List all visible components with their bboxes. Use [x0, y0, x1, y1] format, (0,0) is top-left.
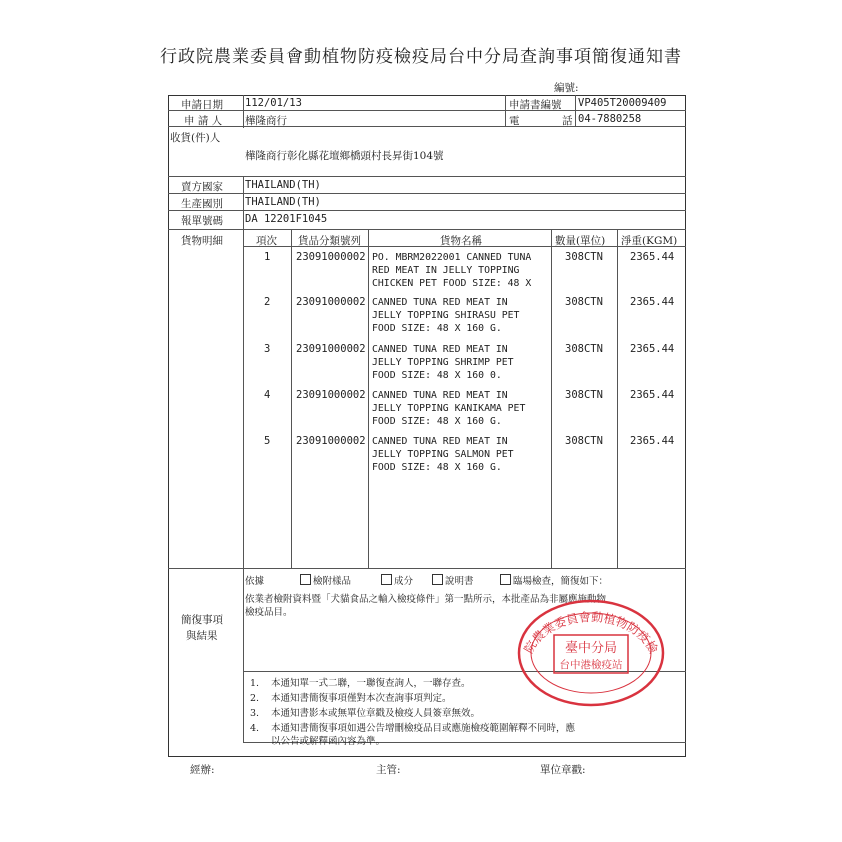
row-hs-code: 23091000002 [296, 435, 366, 447]
row-goods-name: CANNED TUNA RED MEAT IN JELLY TOPPING SHIRASU PET FOOD SIZE: 48 X 160 G. [372, 297, 520, 334]
row-hs-code: 23091000002 [296, 389, 366, 401]
checkbox-icon [381, 574, 392, 585]
option-onsite-label: 臨場檢查，簡復如下： [513, 576, 609, 587]
origin-country-label: 生產國別 [181, 198, 223, 210]
row-item-no: 4 [264, 389, 271, 401]
application-number-label: 申請書編號 [509, 99, 562, 111]
declaration-number-value: DA 12201F1045 [245, 213, 328, 225]
reply-section-label: 簡復事項 [181, 614, 223, 626]
row-item-no: 2 [264, 296, 271, 308]
option-ingredients-label: 成分 [394, 576, 414, 587]
row-item-no: 3 [264, 343, 271, 355]
row-net-weight: 2365.44 [630, 343, 675, 355]
option-sample-label: 檢附樣品 [313, 576, 352, 587]
row-goods-name: CANNED TUNA RED MEAT IN JELLY TOPPING KANIKAMA PET FOOD SIZE: 48 X 160 G. [372, 390, 526, 427]
col-header-hs-code: 貨品分類號列 [298, 235, 361, 247]
note-text: 本通知書簡復事項僅對本次查詢事項判定。 [271, 693, 452, 704]
row-hs-code: 23091000002 [296, 296, 366, 308]
option-ingredients [381, 573, 413, 587]
option-manual [432, 573, 474, 587]
seller-country-value: THAILAND(TH) [245, 179, 321, 191]
applicant-value: 樺隆商行 [245, 115, 287, 127]
option-sample [300, 573, 351, 587]
document-title: 行政院農業委員會動植物防疫檢疫局台中分局查詢事項簡復通知書 [160, 47, 682, 67]
row-net-weight: 2365.44 [630, 389, 675, 401]
row-quantity: 308CTN [565, 343, 603, 355]
note-text: 本通知單一式二聯，一聯復查詢人，一聯存查。 [271, 678, 471, 689]
col-header-quantity: 數量(單位) [555, 235, 606, 247]
seal-inner-text-1: 臺中分局 [564, 641, 618, 656]
applicant-label: 申 請 人 [184, 115, 223, 127]
row-goods-name: CANNED TUNA RED MEAT IN JELLY TOPPING SHRIMP PET FOOD SIZE: 48 X 160 0. [372, 344, 514, 381]
row-hs-code: 23091000002 [296, 251, 366, 263]
consignee-label: 收貨(件)人 [170, 132, 221, 144]
row-item-no: 5 [264, 435, 271, 447]
checkbox-icon [432, 574, 443, 585]
phone-value: 04-7880258 [578, 113, 642, 125]
supervisor-signature-label: 主管: [376, 764, 401, 776]
official-seal-stamp [516, 597, 666, 709]
row-goods-name: PO. MBRM2022001 CANNED TUNA RED MEAT IN JELLY TOPPING CHICKEN PET FOOD SIZE: 48 X [372, 252, 532, 289]
seal-outer-text: 院農業委員會動植物防疫檢 [521, 610, 661, 656]
apply-date-value: 112/01/13 [245, 97, 302, 109]
note-text: 本通知書簡復事項如遇公告增刪檢疫品目或應施檢疫範圍解釋不同時，應 以公告或解釋函內容為準。 [271, 723, 576, 747]
col-header-item-no: 項次 [256, 235, 277, 247]
option-manual-label: 說明書 [445, 576, 474, 587]
phone-label-suffix: 話 [562, 115, 573, 127]
row-item-no: 1 [264, 251, 271, 263]
declaration-number-label: 報單號碼 [181, 215, 223, 227]
seal-graphic [516, 597, 666, 709]
seller-country-label: 賣方國家 [181, 181, 223, 193]
row-quantity: 308CTN [565, 296, 603, 308]
checkbox-icon [300, 574, 311, 585]
serial-number-label: 編號: [554, 82, 579, 94]
basis-label: 依據 [245, 576, 265, 587]
checkbox-icon [500, 574, 511, 585]
application-number-value: VP405T20009409 [578, 97, 667, 109]
row-hs-code: 23091000002 [296, 343, 366, 355]
note-number: 2. [250, 693, 260, 704]
col-header-goods-name: 貨物名稱 [440, 235, 482, 247]
row-net-weight: 2365.44 [630, 435, 675, 447]
row-quantity: 308CTN [565, 435, 603, 447]
row-quantity: 308CTN [565, 251, 603, 263]
note-text: 本通知書影本或無單位章戳及檢疫人員簽章無效。 [271, 708, 481, 719]
consignee-value: 樺隆商行彰化縣花壇鄉橋頭村長昇街104號 [245, 150, 444, 162]
seal-inner-text-2: 台中港檢疫站 [559, 659, 623, 671]
unit-seal-label: 單位章戳: [540, 764, 586, 776]
origin-country-value: THAILAND(TH) [245, 196, 321, 208]
goods-section-label: 貨物明細 [181, 235, 223, 247]
handler-signature-label: 經辦: [190, 764, 215, 776]
result-text-line-2: 檢疫品目。 [245, 607, 293, 618]
col-header-net-weight: 淨重(KGM) [621, 235, 678, 247]
row-net-weight: 2365.44 [630, 251, 675, 263]
reply-section-label-2: 與結果 [186, 630, 218, 642]
note-number: 3. [250, 708, 260, 719]
result-text-line-1: 依業者檢附資料暨「犬貓食品之輸入檢疫條件」第一點所示，本批產品為非屬應施動物 [245, 594, 607, 605]
row-net-weight: 2365.44 [630, 296, 675, 308]
apply-date-label: 申請日期 [181, 99, 223, 111]
row-quantity: 308CTN [565, 389, 603, 401]
note-number: 4. [250, 723, 260, 734]
option-onsite-inspection [500, 573, 608, 587]
note-number: 1. [250, 678, 260, 689]
row-goods-name: CANNED TUNA RED MEAT IN JELLY TOPPING SALMON PET FOOD SIZE: 48 X 160 G. [372, 436, 514, 473]
phone-label: 電 [509, 115, 520, 127]
